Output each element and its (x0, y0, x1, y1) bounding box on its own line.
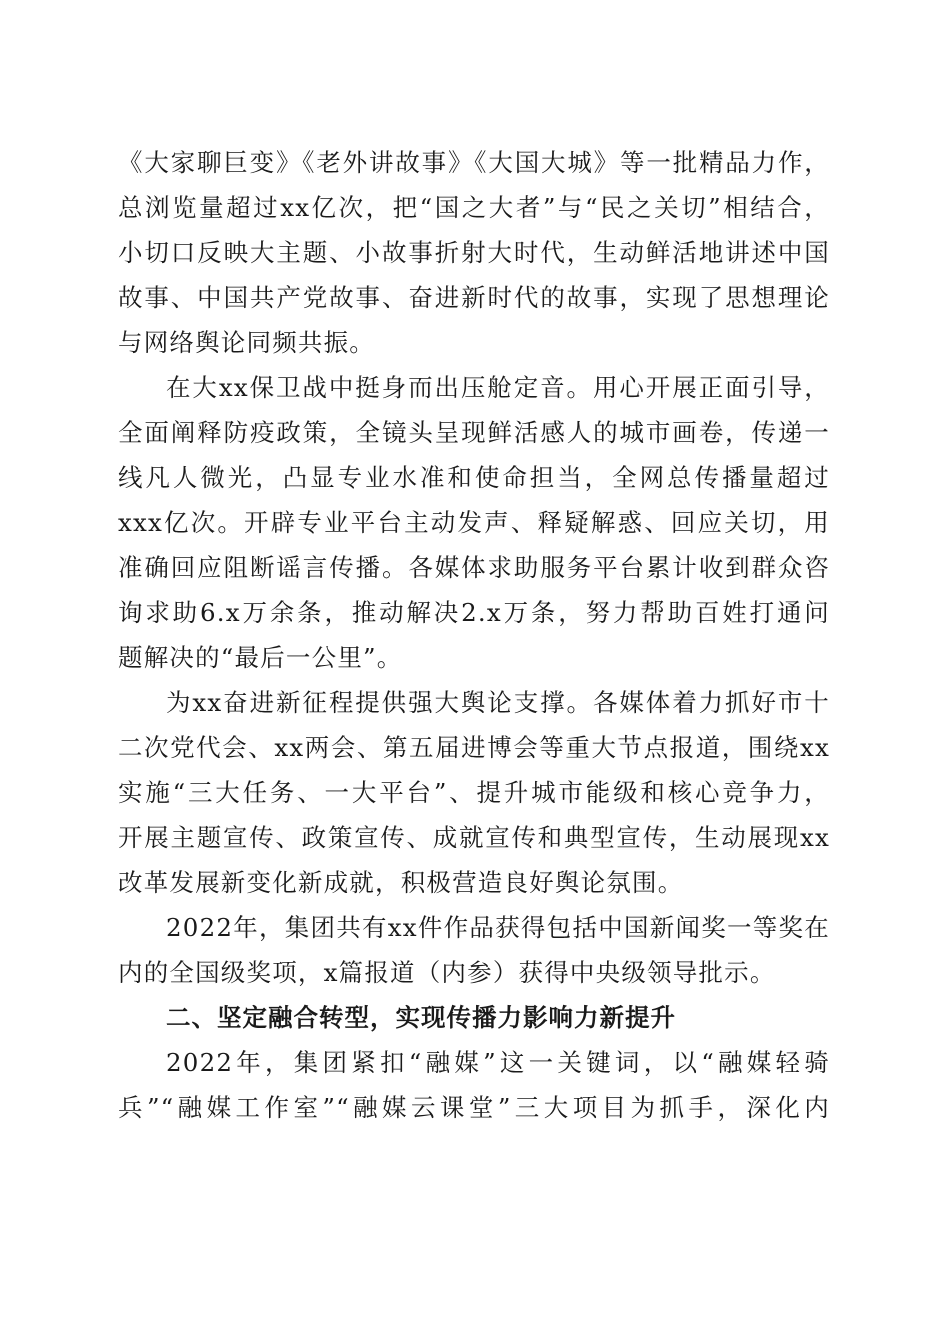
text-line: 与网络舆论同频共振。 (118, 328, 375, 357)
paragraph-public-opinion-support (118, 680, 830, 905)
text-line: 内的全国级奖项，x篇报道（内参）获得中央级领导批示。 (118, 958, 776, 987)
text-line: 在大xx保卫战中挺身而出压舱定音。用心开展正面引导， (166, 373, 830, 402)
text-line: xxx亿次。开辟专业平台主动发声、释疑解惑、回应关切，用 (118, 508, 830, 537)
paragraph-awards (118, 905, 830, 995)
text-line: 准确回应阻断谣言传播。各媒体求助服务平台累计收到群众咨 (118, 553, 830, 582)
text-line: 小切口反映大主题、小故事折射大时代，生动鲜活地讲述中国 (118, 238, 830, 267)
text-line: 改革发展新变化新成就，积极营造良好舆论氛围。 (118, 868, 684, 897)
text-line: 总浏览量超过xx亿次，把“国之大者”与“民之关切”相结合， (118, 193, 830, 222)
text-line: 询求助6.x万余条，推动解决2.x万条，努力帮助百姓打通问 (118, 598, 830, 627)
paragraph-works-overview (118, 140, 830, 365)
text-line: 题解决的“最后一公里”。 (118, 643, 403, 672)
text-line: 故事、中国共产党故事、奋进新时代的故事，实现了思想理论 (118, 283, 830, 312)
text-line: 2022年，集团共有xx件作品获得包括中国新闻奖一等奖在 (166, 913, 830, 942)
text-line: 开展主题宣传、政策宣传、成就宣传和典型宣传，生动展现xx (118, 823, 830, 852)
section-heading (118, 995, 830, 1040)
paragraph-defense-battle (118, 365, 830, 680)
text-line: 兵”“融媒工作室”“融媒云课堂”三大项目为抓手，深化内 (118, 1093, 830, 1122)
text-line: 线凡人微光，凸显专业水准和使命担当，全网总传播量超过 (118, 463, 830, 492)
text-line: 《大家聊巨变》《老外讲故事》《大国大城》等一批精品力作， (118, 148, 830, 177)
text-line: 全面阐释防疫政策，全镜头呈现鲜活感人的城市画卷，传递一 (118, 418, 830, 447)
paragraph-media-fusion (118, 1040, 830, 1130)
document-body (118, 140, 830, 1130)
section-heading-text: 二、坚定融合转型，实现传播力影响力新提升 (166, 1003, 676, 1032)
text-line: 二次党代会、xx两会、第五届进博会等重大节点报道，围绕xx (118, 733, 830, 762)
text-line: 为xx奋进新征程提供强大舆论支撑。各媒体着力抓好市十 (166, 688, 830, 717)
text-line: 2022年，集团紧扣“融媒”这一关键词，以“融媒轻骑 (166, 1048, 830, 1077)
text-line: 实施“三大任务、一大平台”、提升城市能级和核心竞争力， (118, 778, 830, 807)
